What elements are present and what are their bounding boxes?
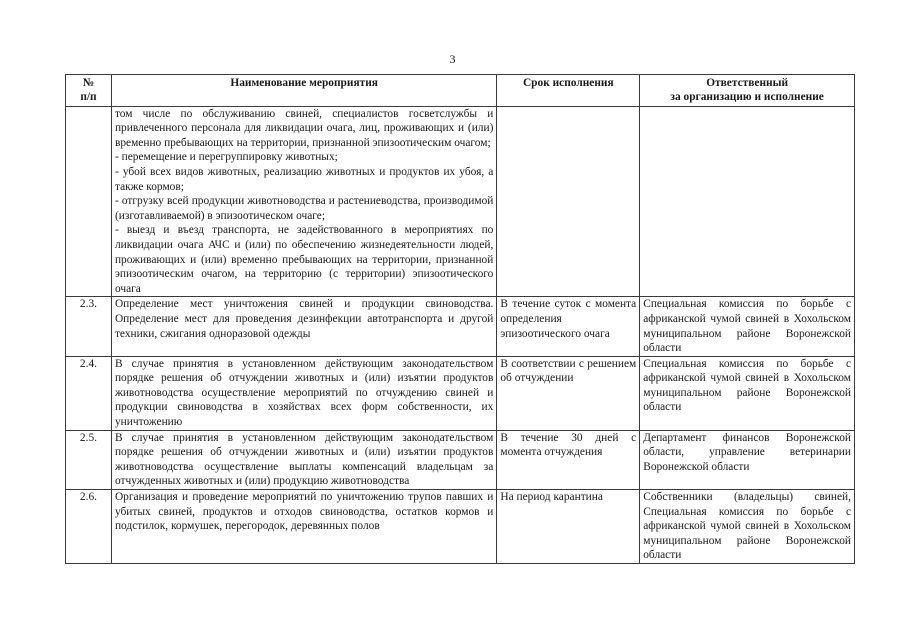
cell-responsible-continuation	[640, 106, 855, 297]
cell-responsible: Специальная комиссия по борьбе с африканской чумой свиней в Хохольском муниципальном районе Воронежской области	[640, 356, 855, 430]
header-num-line2: п/п	[80, 91, 97, 104]
table-row	[66, 297, 855, 356]
measures-table	[65, 74, 855, 564]
cell-term: На период карантина	[497, 490, 640, 564]
header-num	[66, 75, 112, 107]
cell-name: В случае принятия в установленном действующим законодательством порядке решения об отчуждении животных и (или) изъятии продуктов животноводства осуществление выплаты компенсаций владельцам за отчужденных животных и (или) продукцию животноводства	[111, 430, 496, 489]
header-responsible-line1: Ответственный	[706, 77, 789, 89]
cell-num: 2.5.	[66, 430, 112, 489]
cell-responsible: Департамент финансов Воронежской области, управление ветеринарии Воронежской области	[640, 430, 855, 489]
cell-name: Организация и проведение мероприятий по уничтожению трупов павших и убитых свиней, продуктов и отходов свиноводства, остатков кормов и подстилок, кормушек, перегородок, деревянных полов	[111, 490, 496, 564]
cell-name-continuation: том числе по обслуживанию свиней, специалистов госветслужбы и привлеченного персонала для ликвидации очага, лиц, проживающих и (или) временно пребывающих на территории, признанной эпизоотическим очагом; - перемещение и перегруппировку животных; - убой всех видов животных, реализацию животных и продуктов их убоя, а также кормов; - отгрузку всей продукции животноводства и растениеводства, производимой (изготавливаемой) в эпизоотическом очаге; - выезд и въезд транспорта, не задействованного в мероприятиях по ликвидации очага АЧС и (или) по обеспечению жизнедеятельности людей, проживающих и (или) временно пребывающих на территории, признанной эпизоотическим очагом, на территорию (с территории) эпизоотического очага	[111, 106, 496, 297]
cell-term: В течение суток с момента определения эпизоотического очага	[497, 297, 640, 356]
cell-num-continuation	[66, 106, 112, 297]
header-num-line1: №	[82, 77, 95, 89]
header-term: Срок исполнения	[497, 75, 640, 107]
cell-term: В соответствии с решением об отчуждении	[497, 356, 640, 430]
cell-num: 2.3.	[66, 297, 112, 356]
header-responsible-line2: за организацию и исполнение	[670, 91, 824, 104]
cell-responsible: Специальная комиссия по борьбе с африканской чумой свиней в Хохольском муниципальном районе Воронежской области	[640, 297, 855, 356]
header-responsible	[640, 75, 855, 107]
table-header-row	[66, 75, 855, 107]
cell-responsible: Собственники (владельцы) свиней, Специальная комиссия по борьбе с африканской чумой свиней в Хохольском муниципальном районе Воронежской области	[640, 490, 855, 564]
cell-term: В течение 30 дней с момента отчуждения	[497, 430, 640, 489]
header-name: Наименование мероприятия	[111, 75, 496, 107]
table-row	[66, 356, 855, 430]
cell-name: В случае принятия в установленном действующим законодательством порядке решения об отчуждении животных и (или) изъятии продуктов животноводства осуществление мероприятий по отчуждению свиней и продукции свиноводства в хозяйствах всех форм собственности, их уничтожению	[111, 356, 496, 430]
table-row	[66, 430, 855, 489]
table-row	[66, 490, 855, 564]
page-number: 3	[449, 52, 456, 66]
cell-num: 2.6.	[66, 490, 112, 564]
cell-name: Определение мест уничтожения свиней и продукции свиноводства. Определение мест для проведения дезинфекции автотранспорта и другой техники, сжигания одноразовой одежды	[111, 297, 496, 356]
table-row	[66, 106, 855, 297]
cell-term-continuation	[497, 106, 640, 297]
cell-num: 2.4.	[66, 356, 112, 430]
